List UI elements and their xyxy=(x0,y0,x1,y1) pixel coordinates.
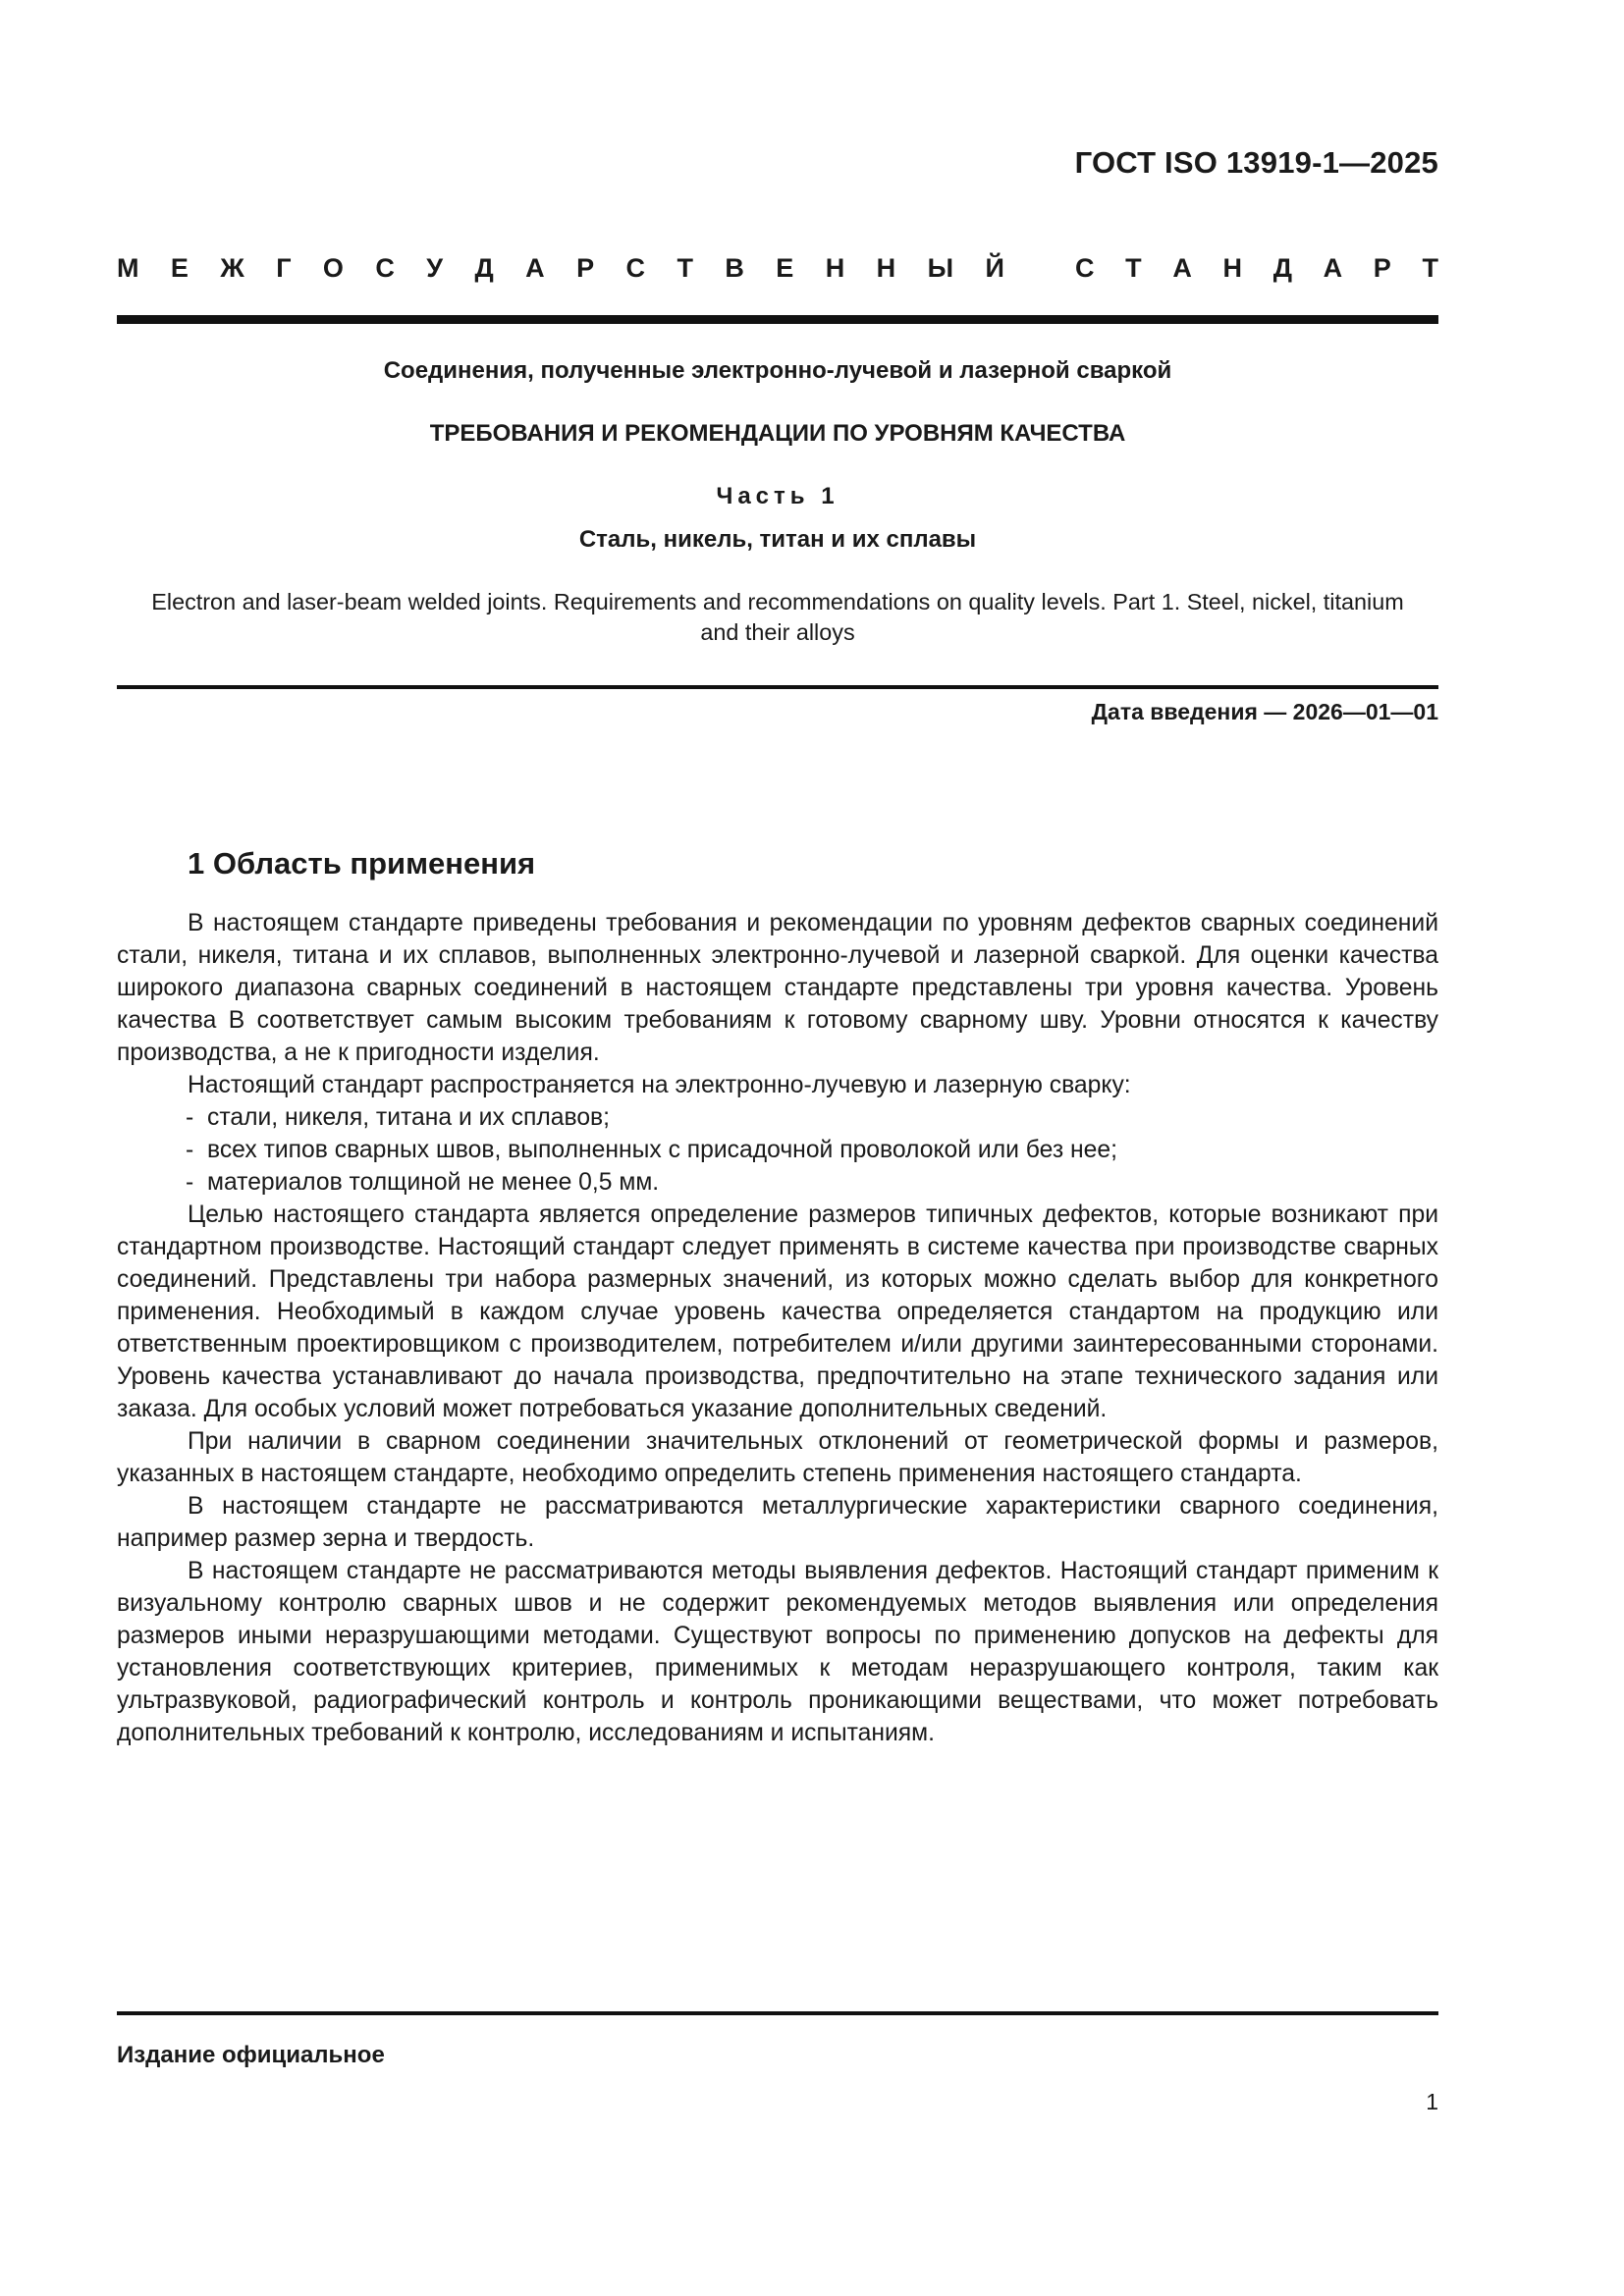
list-item: - материалов толщиной не менее 0,5 мм. xyxy=(186,1169,660,1196)
letter: С xyxy=(1075,253,1095,283)
list-item: - стали, никеля, титана и их сплавов; xyxy=(186,1104,611,1131)
title-line-2: ТРЕБОВАНИЯ И РЕКОМЕНДАЦИИ ПО УРОВНЯМ КАЧЕСТВА xyxy=(429,420,1126,447)
page-number: 1 xyxy=(1426,2089,1438,2114)
letter: Н xyxy=(1222,253,1243,283)
standard-type-word-1 xyxy=(117,251,1004,285)
letter: Й xyxy=(985,253,1004,283)
english-title: Electron and laser-beam welded joints. Requirements and recommendations on quality levels. Part 1. Steel, nickel, titanium and their alloys xyxy=(151,589,1404,645)
letter: Р xyxy=(576,253,595,283)
letter: Т xyxy=(677,253,693,283)
paragraph: При наличии в сварном соединении значительных отклонений от геометрической формы и размеров, указанных в настоящем стандарте, необходимо определить степень применения настоящего стандарта. xyxy=(117,1428,1438,1487)
letter: В xyxy=(725,253,744,283)
paragraph: В настоящем стандарте не рассматриваются металлургические характеристики сварного соединения, например размер зерна и твердость. xyxy=(117,1493,1438,1552)
section-heading: 1 Область применения xyxy=(188,846,536,881)
section-body xyxy=(117,907,1438,1749)
title-line-1: Соединения, полученные электронно-лучевой и лазерной сваркой xyxy=(383,357,1172,384)
letter: Д xyxy=(474,253,494,283)
letter: А xyxy=(1323,253,1343,283)
letter: Ы xyxy=(927,253,954,283)
letter: А xyxy=(1172,253,1192,283)
letter: Р xyxy=(1373,253,1391,283)
paragraph: Настоящий стандарт распространяется на электронно-лучевую и лазерную сварку: xyxy=(188,1072,1131,1098)
letter: Н xyxy=(825,253,845,283)
letter: У xyxy=(426,253,444,283)
letter: Ж xyxy=(220,253,244,283)
letter: С xyxy=(375,253,395,283)
letter: Н xyxy=(876,253,896,283)
part-title: Сталь, никель, титан и их сплавы xyxy=(578,526,977,553)
letter: Т xyxy=(1422,253,1438,283)
letter: О xyxy=(322,253,344,283)
introduction-date: Дата введения — 2026—01—01 xyxy=(1091,699,1438,724)
letter: Е xyxy=(776,253,794,283)
part-label: Часть 1 xyxy=(716,483,839,509)
letter: Е xyxy=(170,253,189,283)
title-rule xyxy=(117,685,1438,689)
edition-label: Издание официальное xyxy=(117,2042,385,2068)
letter: Г xyxy=(276,253,292,283)
paragraph: В настоящем стандарте приведены требования и рекомендации по уровням дефектов сварных соединений стали, никеля, титана и их сплавов, выполненных электронно-лучевой и лазерной сваркой. Для оценки качества широкого диапазона сварных соединений в настоящем стандарте представлены три уровня качества. Уровень качества В соответствует самым высоким требованиям к готовому сварному шву. Уровни относятся к качеству производства, а не к пригодности изделия. xyxy=(117,910,1438,1066)
letter: С xyxy=(625,253,646,283)
document-id: ГОСТ ISO 13919-1—2025 xyxy=(1074,145,1438,180)
standard-type xyxy=(117,251,1438,285)
letter: А xyxy=(525,253,545,283)
footer-rule xyxy=(117,2011,1438,2015)
header-rule xyxy=(117,315,1438,324)
list-item: - всех типов сварных швов, выполненных с присадочной проволокой или без нее; xyxy=(186,1137,1117,1163)
letter: Т xyxy=(1125,253,1142,283)
standard-type-word-2 xyxy=(1075,251,1438,285)
paragraph: Целью настоящего стандарта является определение размеров типичных дефектов, которые возникают при стандартном производстве. Настоящий стандарт следует применять в системе качества при производстве сварных соединений. Представлены три набора размерных значений, из которых можно сделать выбор для конкретного применения. Необходимый в каждом случае уровень качества определяется стандартом на продукцию или ответственным проектировщиком с производителем, потребителем и/или другими заинтересованными сторонами. Уровень качества устанавливают до начала производства, предпочтительно на этапе технического задания или заказа. Для особых условий может потребоваться указание дополнительных сведений. xyxy=(117,1201,1438,1422)
letter: Д xyxy=(1272,253,1292,283)
paragraph: В настоящем стандарте не рассматриваются методы выявления дефектов. Настоящий стандарт применим к визуальному контролю сварных швов и не содержит рекомендуемых методов выявления или определения размеров иными неразрушающими методами. Существуют вопросы по применению допусков на дефекты для установления соответствующих критериев, применимых к методам неразрушающего контроля, таким как ультразвуковой, радиографический контроль и контроль проникающими веществами, что может потребовать дополнительных требований к контролю, исследованиям и испытаниям. xyxy=(117,1558,1438,1746)
letter: М xyxy=(117,253,139,283)
